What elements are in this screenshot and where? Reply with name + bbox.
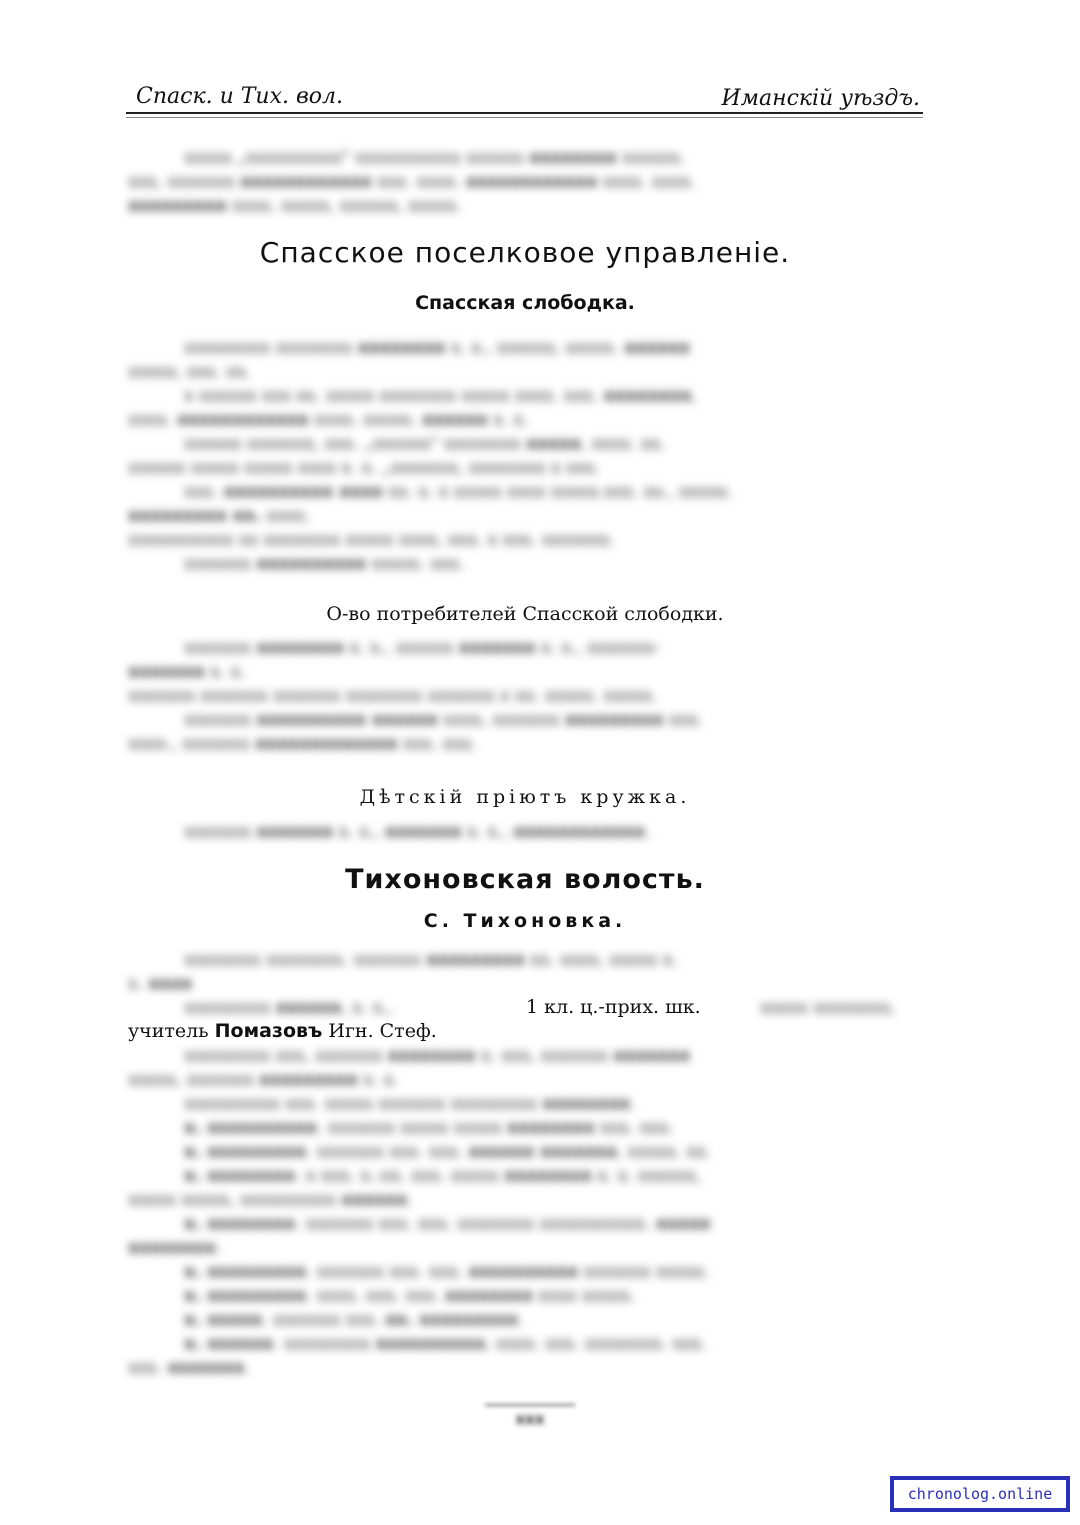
running-header-right: Иманскій уѣздъ. [721, 86, 920, 111]
blurred-paragraph: ххххххх ххххххх х. х., ххххххх х. х., хххххххххххх. [184, 822, 651, 842]
school-name: 1 кл. ц.-прих. шк. [526, 996, 701, 1018]
subsection-title: Дѣтскій пріютъ кружка. [359, 786, 691, 808]
blurred-paragraph: хххххххх хххххххх. ххххххх ххххххххх хх. хххх, ххххх х. х. хххх ххххххххх хххххх, х. х., [128, 950, 678, 1018]
blurred-paragraph: ххххххх хххххххх х. х., хххххх ххххххх х. х., ххххххх- ххххххх х. х. ххххххх ххххххх ххххххх хххххххх ххххххх х хх. ххххх. ххххх. ххххххх хххххххххх хххххх хххх, ххххххх ххххххххх ххх. хххх., ххххххх ххххххххххххх ххх. ххх. [128, 638, 704, 754]
teacher-surname: Помазовъ [214, 1020, 323, 1042]
section-title: Спасское поселковое управленіе. [259, 236, 791, 269]
section-title: Тихоновская волость. [345, 864, 705, 895]
page-number-rule [485, 1404, 575, 1406]
header-rule [126, 112, 923, 114]
subsection-title: С. Тихоновка. [423, 910, 627, 932]
running-header-left: Спаск. и Тих. вол. [136, 84, 344, 109]
teacher-prefix: учитель [128, 1020, 209, 1042]
watermark [890, 1476, 1070, 1512]
blurred-fragment: ххххх хххххххх, [760, 998, 896, 1018]
blurred-paragraph: ххххххххх ххх, ххххххх хххххххх х. ххх, ххххххх ххххххх ххххх, ххххххх ххххххххх х. х. хххххххххх ххх. ххххх ххххххх ххххххххх хххххххх. х. хххххххххх. ххххххх ххххх ххххх хххххххх ххх. ххх. х. ххххххххх. ххххххх ххх. ххх. хххххх ххххххх, ххххх. хх. х. хххххххх. х ххх. х.-хх. ххх. ххххх хххххххх х. х. хххххх, ххххх ххххх, хххххххххх хххххх. х. хххххххх. ххххххх ххх. ххх. хххххххх ххххххххххх. ххххх хххххххх. х. ххххххххх. ххххххх ххх. ххх. хххххххххх ххххххх ххххх. х. ххххххххх. хххх. ххх. ххх. хххххххх хххх ххххх. х. ххххх. ххххххх ххх. хх. ххххххххх. х. хххххх. ххххххххх хххххххххх, хххх. ххх. хххххххх. ххх. ххх. ххххххх. [128, 1046, 712, 1378]
blurred-paragraph: ххххххххх хххххххх хххххххх х. х., хххххх, ххххх. хххххх ххххх, ххх. хх. х хххххх ххх хх. ххххх хххххххх ххххх хххх. ххх. хххххххх, хххх. хххххххххххх хххх. ххххх. хххххх х. х. хххххх ххххххх, ххх. „хххххх" хххххххх ххххх, хххх. хх. хххххх ххххх ххххх хххх х. х. „ххххххх, хххххххх х ххх. ххх. хххххххххх хххх хх. х. х ххххх хххх ххххх.ххх. хх., ххххх. ххххххххх хх. хххх. ххххххххххх хх хххххххх ххххх хххх, ххх. х ххх. ххххххх. ххххххх хххххххххх ххххх. ххх. [128, 338, 733, 574]
blurred-paragraph: ххххх „хххххххххх" ххххххххххх хххххх хххххххх хххххх. ххх, ххххххх хххххххххххх ххх. хххх. хххххххххххх хххх. хххх. ххххххххх хххх. ххххх, хххххх, ххххх. [128, 148, 696, 216]
subsection-title: О-во потребителей Спасской слободки. [326, 603, 724, 625]
page-number: ххх [515, 1410, 545, 1428]
header-rule-thin [126, 117, 923, 118]
teacher-initials: Игн. Стеф. [328, 1020, 437, 1042]
teacher-line [128, 1020, 437, 1042]
watermark-text: chronolog.online [894, 1480, 1066, 1508]
subsection-title: Спасская слободка. [415, 292, 635, 314]
